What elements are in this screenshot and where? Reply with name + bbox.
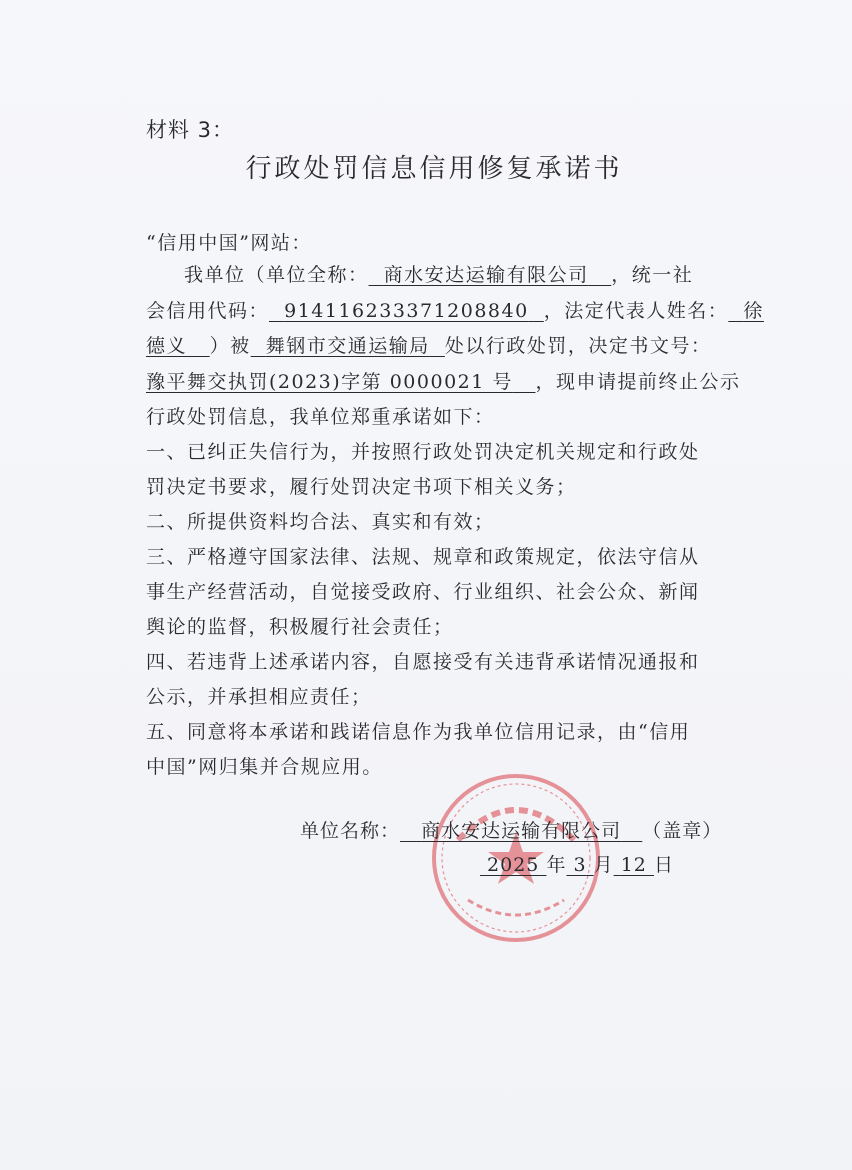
signature-date: 2025 年 3 月 12 日 xyxy=(480,850,674,877)
document-title: 行政处罚信息信用修复承诺书 xyxy=(245,154,623,184)
company-full-name: 商水安达运输有限公司 xyxy=(383,264,589,286)
body-line-2: 会信用代码： 914116233371208840 ，法定代表人姓名： 徐 xyxy=(146,300,764,322)
item-3-line-3: 舆论的监督，积极履行社会责任； xyxy=(146,616,454,638)
item-2: 二、所提供资料均合法、真实和有效； xyxy=(146,511,495,533)
legal-rep-part2: 德义 xyxy=(146,335,188,357)
decision-number: 豫平舞交执罚(2023)字第 0000021 号 xyxy=(146,371,513,393)
material-label: 材料 3： xyxy=(146,118,235,142)
date-month: 3 xyxy=(573,854,587,876)
date-day: 12 xyxy=(620,854,647,876)
item-3-line-1: 三、严格遵守国家法律、法规、规章和政策规定，依法守信从 xyxy=(146,546,700,568)
item-3-line-2: 事生产经营活动，自觉接受政府、行业组织、社会公众、新闻 xyxy=(146,581,700,603)
signature-company: 商水安达运输有限公司 xyxy=(421,820,622,842)
date-year: 2025 xyxy=(487,854,540,876)
body-line-4: 豫平舞交执罚(2023)字第 0000021 号 ，现申请提前终止公示 xyxy=(146,371,741,393)
item-4-line-1: 四、若违背上述承诺内容，自愿接受有关违背承诺情况通报和 xyxy=(146,651,700,673)
legal-rep-part1: 徐 xyxy=(743,300,764,322)
body-line-3: 德义 ）被 舞钢市交通运输局 处以行政处罚，决定书文号： xyxy=(146,335,712,357)
body-line-5: 行政处罚信息，我单位郑重承诺如下： xyxy=(146,406,495,428)
item-1-line-1: 一、已纠正失信行为，并按照行政处罚决定机关规定和行政处 xyxy=(146,441,700,463)
item-4-line-2: 公示，并承担相应责任； xyxy=(146,686,372,708)
item-5-line-2: 中国”网归集并合规应用。 xyxy=(146,756,383,778)
item-1-line-2: 罚决定书要求，履行处罚决定书项下相关义务； xyxy=(146,476,577,498)
credit-code: 914116233371208840 xyxy=(284,300,529,322)
penalty-authority: 舞钢市交通运输局 xyxy=(265,335,430,357)
body-line-1: 我单位（单位全称： 商水安达运输有限公司 ，统一社 xyxy=(184,264,694,286)
item-5-line-1: 五、同意将本承诺和践诺信息作为我单位信用记录，由“信用 xyxy=(146,721,691,743)
seal-note: （盖章） xyxy=(642,820,723,842)
salutation: “信用中国”网站： xyxy=(146,232,312,254)
signature-line: 单位名称： 商水安达运输有限公司 （盖章） xyxy=(300,820,723,842)
